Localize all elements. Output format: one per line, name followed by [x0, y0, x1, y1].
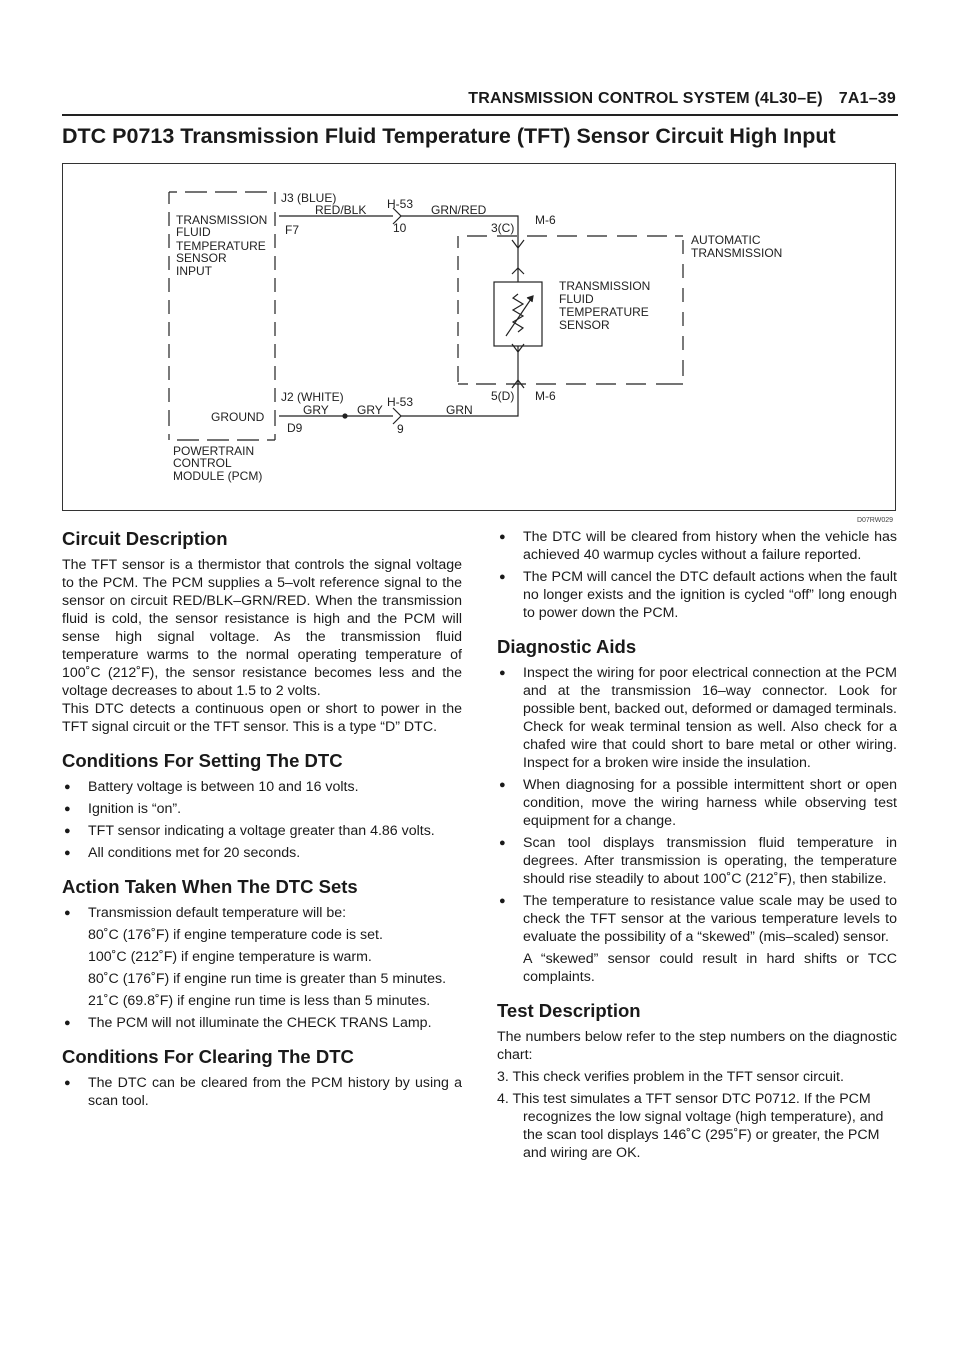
- pin10-label: 10: [393, 221, 407, 235]
- circuit-description-heading: Circuit Description: [62, 528, 228, 549]
- list-item: ● Scan tool displays transmission fluid temperature in degrees. After transmission is operating, the temperature should rise steadily to about 100˚C (212˚F), then stabilize.: [511, 834, 897, 888]
- h53-bottom-label: H-53: [387, 395, 414, 409]
- list-item: ● The PCM will not illuminate the CHECK TRANS Lamp.: [76, 1014, 462, 1032]
- d9-label: D9: [287, 421, 303, 435]
- sensor-label-line: TRANSMISSION: [559, 279, 651, 293]
- pcm-label-line: TRANSMISSION: [176, 213, 268, 227]
- diagnostic-aids-list: [497, 664, 897, 986]
- splice-dot: [342, 413, 347, 418]
- sub-item: 21˚C (69.8˚F) if engine run time is less than 5 minutes.: [88, 993, 431, 1009]
- test-description-intro: The numbers below refer to the step numbers on the diagnostic chart:: [497, 1029, 897, 1063]
- f7-label: F7: [285, 223, 300, 237]
- list-item-text: Transmission default temperature will be:: [88, 905, 347, 921]
- page-header: [452, 90, 896, 108]
- m6-top-label: M-6: [535, 213, 556, 227]
- sensor-label-line: FLUID: [559, 292, 594, 306]
- auto-trans-line: AUTOMATIC: [691, 233, 761, 247]
- gry-label: GRY: [357, 403, 383, 417]
- pcm-label-line: TEMPERATURE: [176, 239, 266, 253]
- pcm-label-line: FLUID: [176, 225, 211, 239]
- list-item: ● Inspect the wiring for poor electrical connection at the PCM and at the transmission 16–way connector. Look for possible bent, backed out, deformed or damaged terminals. Check for weak terminal tension as well. Also check for a chafed wire that could short to bare metal or other wiring. Inspect for a broken wire inside the insulation.: [511, 664, 897, 772]
- h53-top-label: H-53: [387, 197, 414, 211]
- circuit-description-paragraph: This DTC detects a continuous open or short to power in the TFT signal circuit or the TFT sensor. This is a type “D” DTC.: [62, 701, 462, 735]
- conditions-setting-list: [62, 778, 462, 862]
- right-column: [497, 528, 897, 1166]
- pcm-name-line: CONTROL: [173, 456, 232, 470]
- list-item: ● Ignition is “on”.: [76, 800, 462, 818]
- c3-label: 3(C): [491, 221, 515, 235]
- gry-label: GRY: [303, 403, 329, 417]
- list-item-text: The temperature to resistance value scale may be used to check the TFT sensor at the various temperature levels to evaluate the possibility of a “skewed” (mis–scaled) sensor.: [523, 893, 897, 945]
- pcm-label-line: SENSOR: [176, 251, 227, 265]
- pcm-label-line: INPUT: [176, 264, 212, 278]
- j2-label: J2 (WHITE): [281, 390, 344, 404]
- ground-label: GROUND: [211, 410, 265, 424]
- sensor-label-line: TEMPERATURE: [559, 305, 649, 319]
- conditions-clearing-list-cont: [497, 528, 897, 622]
- conditions-clearing-heading: Conditions For Clearing The DTC: [62, 1046, 354, 1067]
- sub-item: 80˚C (176˚F) if engine temperature code is set.: [88, 927, 383, 943]
- list-item: ● The DTC will be cleared from history when the vehicle has achieved 40 warmup cycles without a failure reported.: [511, 528, 897, 564]
- action-taken-list: [62, 904, 462, 1032]
- list-item: [76, 904, 462, 1010]
- list-item: ● The DTC can be cleared from the PCM history by using a scan tool.: [76, 1074, 462, 1110]
- red-blk-label: RED/BLK: [315, 203, 367, 217]
- m6-bottom-label: M-6: [535, 389, 556, 403]
- list-item: ● TFT sensor indicating a voltage greater than 4.86 volts.: [76, 822, 462, 840]
- d5-label: 5(D): [491, 389, 515, 403]
- list-item: ● Battery voltage is between 10 and 16 volts.: [76, 778, 462, 796]
- pcm-name-line: MODULE (PCM): [173, 469, 263, 483]
- diagnostic-note: A “skewed” sensor could result in hard shifts or TCC complaints.: [523, 951, 897, 985]
- header-rule: [62, 114, 898, 116]
- list-item: ● The PCM will cancel the DTC default actions when the fault no longer exists and the ignition is cycled “off” long enough to power down the PCM.: [511, 568, 897, 622]
- wiring-diagram: [62, 163, 896, 524]
- conditions-setting-heading: Conditions For Setting The DTC: [62, 750, 343, 771]
- list-item: ● All conditions met for 20 seconds.: [76, 844, 462, 862]
- figure-id: D07RW029: [856, 517, 893, 524]
- j3-label: J3 (BLUE): [281, 191, 337, 205]
- list-item: ● When diagnosing for a possible intermittent short or open condition, move the wiring harness while observing test equipment for a change.: [511, 776, 897, 830]
- list-item: [511, 892, 897, 986]
- pcm-name-line: POWERTRAIN: [173, 444, 255, 458]
- left-column: [62, 528, 462, 1114]
- circuit-description-paragraph: The TFT sensor is a thermistor that controls the signal voltage to the PCM. The PCM supplies a 5–volt reference signal to the sensor on circuit RED/BLK–GRN/RED. When the transmission fluid is cold, the sensor resistance is high and the PCM will sense high signal voltage. As the transmission fluid temperature warms to the normal operating temperature of 100˚C (212˚F), the sensor resistance becomes less and the voltage decreases to about 1.5 to 2 volts.: [62, 557, 462, 699]
- test-step: 4. This test simulates a TFT sensor DTC P0712. If the PCM recognizes the low signal voltage (high temperature), and the scan tool displays 146˚C (295˚F) or greater, the PCM and wiring are OK.: [497, 1091, 884, 1161]
- test-step: 3. This check verifies problem in the TFT sensor circuit.: [497, 1069, 844, 1085]
- page-title: DTC P0713 Transmission Fluid Temperature (TFT) Sensor Circuit High Input: [62, 124, 836, 148]
- wiring-diagram-svg: [63, 164, 897, 512]
- grn-label: GRN: [446, 403, 473, 417]
- sensor-label-line: SENSOR: [559, 318, 610, 332]
- header-section: TRANSMISSION CONTROL SYSTEM (4L30–E): [468, 90, 823, 107]
- test-description-heading: Test Description: [497, 1000, 641, 1021]
- sub-item: 80˚C (176˚F) if engine run time is greater than 5 minutes.: [88, 971, 447, 987]
- diagnostic-aids-heading: Diagnostic Aids: [497, 636, 637, 657]
- grn-red-label: GRN/RED: [431, 203, 487, 217]
- sub-item: 100˚C (212˚F) if engine temperature is warm.: [88, 949, 372, 965]
- header-page: 7A1–39: [838, 90, 896, 107]
- auto-trans-line: TRANSMISSION: [691, 246, 783, 260]
- conditions-clearing-list: [62, 1074, 462, 1110]
- action-taken-heading: Action Taken When The DTC Sets: [62, 876, 358, 897]
- pin9-label: 9: [397, 422, 404, 436]
